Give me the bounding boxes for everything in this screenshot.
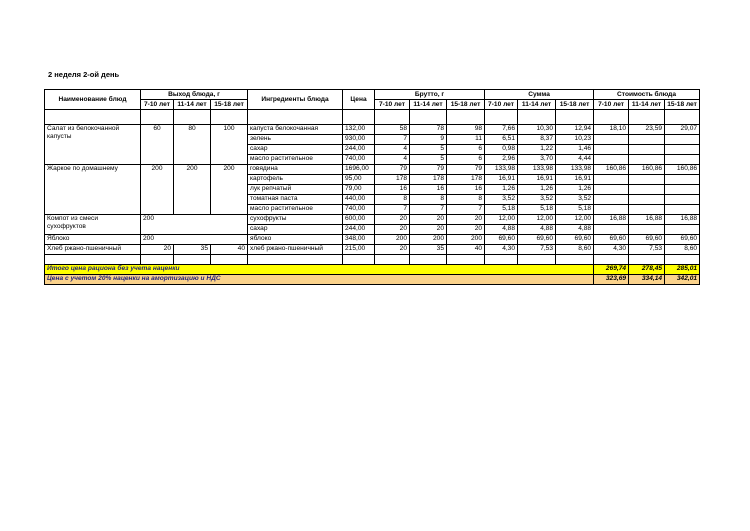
dish-name: Яблоко — [45, 235, 141, 245]
empty-cell — [343, 255, 375, 265]
page-title: 2 неделя 2-ой день — [48, 70, 120, 79]
yield-value: 35 — [174, 245, 211, 255]
brutto-value: 8 — [447, 195, 485, 205]
empty-cell — [629, 145, 665, 155]
empty-cell — [594, 155, 629, 165]
ingredient-name: сахар — [248, 225, 343, 235]
table-row — [45, 215, 700, 225]
empty-cell — [629, 175, 665, 185]
empty-cell — [45, 110, 141, 125]
yield-value: 200 — [141, 215, 248, 235]
brutto-value: 7 — [375, 135, 410, 145]
sum-value: 1,26 — [556, 185, 594, 195]
age-header: 11-14 лет — [174, 100, 211, 110]
header-row — [45, 90, 700, 100]
ingredient-price: 740,00 — [343, 205, 375, 215]
sum-value: 0,98 — [485, 145, 518, 155]
empty-cell — [248, 255, 343, 265]
sum-value: 1,22 — [518, 145, 556, 155]
empty-cell — [629, 255, 665, 265]
sum-value: 133,98 — [518, 165, 556, 175]
yield-value: 100 — [211, 125, 248, 165]
table-row — [45, 245, 700, 255]
age-header: 11-14 лет — [629, 100, 665, 110]
empty-cell — [629, 135, 665, 145]
sum-value: 4,88 — [518, 225, 556, 235]
sum-value: 69,60 — [556, 235, 594, 245]
brutto-value: 178 — [410, 175, 447, 185]
sum-value: 4,88 — [556, 225, 594, 235]
empty-cell — [518, 255, 556, 265]
brutto-value: 7 — [447, 205, 485, 215]
empty-cell — [629, 195, 665, 205]
brutto-value: 8 — [410, 195, 447, 205]
empty-cell — [594, 175, 629, 185]
sum-value: 69,60 — [518, 235, 556, 245]
empty-cell — [211, 110, 248, 125]
age-header: 15-18 лет — [211, 100, 248, 110]
table-row — [45, 165, 700, 175]
yield-value: 60 — [141, 125, 174, 165]
empty-cell — [447, 110, 485, 125]
dish-cost: 160,86 — [594, 165, 629, 175]
dish-name: Жаркое по домашнему — [45, 165, 141, 215]
spacer-row — [45, 110, 700, 125]
sum-value: 12,94 — [556, 125, 594, 135]
brutto-value: 98 — [447, 125, 485, 135]
ingredient-name: сухофрукты — [248, 215, 343, 225]
age-header: 11-14 лет — [518, 100, 556, 110]
sum-value: 16,91 — [556, 175, 594, 185]
sum-value: 7,53 — [518, 245, 556, 255]
empty-cell — [248, 110, 343, 125]
empty-cell — [447, 255, 485, 265]
dish-cost: 69,60 — [594, 235, 629, 245]
ingredient-name: масло растительное — [248, 205, 343, 215]
yield-value: 200 — [211, 165, 248, 215]
ingredient-price: 244,00 — [343, 225, 375, 235]
sum-value: 5,18 — [518, 205, 556, 215]
brutto-value: 20 — [447, 225, 485, 235]
total-value: 269,74 — [594, 265, 629, 275]
total-no-markup-row — [45, 265, 700, 275]
empty-cell — [665, 185, 700, 195]
age-header: 7-10 лет — [594, 100, 629, 110]
ingredient-price: 215,00 — [343, 245, 375, 255]
sum-value: 3,52 — [485, 195, 518, 205]
table-row — [45, 125, 700, 135]
empty-cell — [174, 255, 211, 265]
sum-value: 12,00 — [485, 215, 518, 225]
empty-cell — [665, 205, 700, 215]
sum-value: 8,60 — [556, 245, 594, 255]
total-value: 323,69 — [594, 275, 629, 285]
dish-cost: 18,10 — [594, 125, 629, 135]
empty-cell — [594, 255, 629, 265]
empty-cell — [518, 110, 556, 125]
brutto-value: 20 — [447, 215, 485, 225]
brutto-value: 20 — [375, 215, 410, 225]
empty-cell — [665, 175, 700, 185]
ingredient-price: 740,00 — [343, 155, 375, 165]
col-price-header: Цена — [343, 90, 375, 110]
yield-value: 200 — [174, 165, 211, 215]
empty-cell — [629, 205, 665, 215]
brutto-value: 20 — [375, 245, 410, 255]
age-header: 7-10 лет — [141, 100, 174, 110]
total-label: Итого цена рациона без учета наценки — [45, 265, 594, 275]
yield-value: 200 — [141, 165, 174, 215]
table-row — [45, 235, 700, 245]
total-value: 278,45 — [629, 265, 665, 275]
col-sum-header: Сумма — [485, 90, 594, 100]
brutto-value: 7 — [375, 205, 410, 215]
brutto-value: 58 — [375, 125, 410, 135]
brutto-value: 4 — [375, 145, 410, 155]
brutto-value: 9 — [410, 135, 447, 145]
ingredient-price: 930,00 — [343, 135, 375, 145]
age-header: 15-18 лет — [447, 100, 485, 110]
brutto-value: 7 — [410, 205, 447, 215]
ingredient-price: 348,00 — [343, 235, 375, 245]
empty-cell — [594, 225, 629, 235]
ingredient-price: 440,00 — [343, 195, 375, 205]
sum-value: 69,60 — [485, 235, 518, 245]
dish-cost: 8,60 — [665, 245, 700, 255]
brutto-value: 5 — [410, 145, 447, 155]
sum-value: 5,18 — [485, 205, 518, 215]
sum-value: 1,26 — [518, 185, 556, 195]
ingredient-price: 1696,00 — [343, 165, 375, 175]
empty-cell — [141, 255, 174, 265]
brutto-value: 11 — [447, 135, 485, 145]
ingredient-name: сахар — [248, 145, 343, 155]
empty-cell — [556, 255, 594, 265]
total-value: 285,01 — [665, 265, 700, 275]
empty-cell — [665, 135, 700, 145]
ingredient-name: масло растительное — [248, 155, 343, 165]
ingredient-name: картофель — [248, 175, 343, 185]
yield-value: 40 — [211, 245, 248, 255]
sum-value: 3,70 — [518, 155, 556, 165]
ingredient-price: 132,00 — [343, 125, 375, 135]
brutto-value: 78 — [410, 125, 447, 135]
empty-cell — [629, 225, 665, 235]
brutto-value: 16 — [447, 185, 485, 195]
brutto-value: 35 — [410, 245, 447, 255]
dish-cost: 7,53 — [629, 245, 665, 255]
sum-value: 16,91 — [485, 175, 518, 185]
sum-value: 4,30 — [485, 245, 518, 255]
dish-name: Компот из смеси сухофруктов — [45, 215, 141, 235]
empty-cell — [45, 255, 141, 265]
empty-cell — [665, 110, 700, 125]
ingredient-name: зелень — [248, 135, 343, 145]
brutto-value: 200 — [375, 235, 410, 245]
empty-cell — [485, 110, 518, 125]
brutto-value: 16 — [375, 185, 410, 195]
brutto-value: 79 — [410, 165, 447, 175]
ingredient-name: капуста белокочанная — [248, 125, 343, 135]
dish-cost: 69,60 — [629, 235, 665, 245]
ingredient-name: хлеб ржано-пшеничный — [248, 245, 343, 255]
empty-cell — [141, 110, 174, 125]
sum-value: 1,46 — [556, 145, 594, 155]
ingredient-name: томатная паста — [248, 195, 343, 205]
total-value: 334,14 — [629, 275, 665, 285]
ingredient-name: лук репчатый — [248, 185, 343, 195]
sum-value: 5,18 — [556, 205, 594, 215]
brutto-value: 4 — [375, 155, 410, 165]
sum-value: 3,52 — [556, 195, 594, 205]
sum-value: 10,23 — [556, 135, 594, 145]
brutto-value: 200 — [410, 235, 447, 245]
sum-value: 1,26 — [485, 185, 518, 195]
brutto-value: 5 — [410, 155, 447, 165]
sum-value: 2,96 — [485, 155, 518, 165]
yield-value: 20 — [141, 245, 174, 255]
empty-cell — [375, 255, 410, 265]
empty-cell — [375, 110, 410, 125]
menu-cost-table — [44, 89, 700, 285]
empty-cell — [665, 225, 700, 235]
age-header: 15-18 лет — [665, 100, 700, 110]
sum-value: 133,98 — [556, 165, 594, 175]
brutto-value: 178 — [447, 175, 485, 185]
total-label: Цена с учетом 20% наценки на амортизацию и НДС — [45, 275, 594, 285]
empty-cell — [485, 255, 518, 265]
brutto-value: 16 — [410, 185, 447, 195]
dish-cost: 4,30 — [594, 245, 629, 255]
empty-cell — [556, 110, 594, 125]
brutto-value: 20 — [410, 225, 447, 235]
col-dish-header: Наименование блюд — [45, 90, 141, 110]
sum-value: 12,00 — [556, 215, 594, 225]
dish-cost: 16,88 — [594, 215, 629, 225]
total-with-markup-row — [45, 275, 700, 285]
empty-cell — [594, 195, 629, 205]
ingredient-price: 600,00 — [343, 215, 375, 225]
brutto-value: 6 — [447, 155, 485, 165]
empty-cell — [629, 110, 665, 125]
empty-cell — [594, 135, 629, 145]
sum-value: 7,66 — [485, 125, 518, 135]
sum-value: 3,52 — [518, 195, 556, 205]
sum-value: 16,91 — [518, 175, 556, 185]
dish-cost: 16,88 — [665, 215, 700, 225]
empty-cell — [665, 155, 700, 165]
empty-cell — [665, 255, 700, 265]
ingredient-price: 95,00 — [343, 175, 375, 185]
total-value: 342,01 — [665, 275, 700, 285]
empty-cell — [174, 110, 211, 125]
sum-value: 4,88 — [485, 225, 518, 235]
sum-value: 4,44 — [556, 155, 594, 165]
brutto-value: 20 — [410, 215, 447, 225]
ingredient-name: говядина — [248, 165, 343, 175]
sum-value: 10,30 — [518, 125, 556, 135]
dish-name: Хлеб ржано-пшеничный — [45, 245, 141, 255]
empty-cell — [665, 145, 700, 155]
brutto-value: 79 — [447, 165, 485, 175]
dish-cost: 23,59 — [629, 125, 665, 135]
sum-value: 8,37 — [518, 135, 556, 145]
sum-value: 6,51 — [485, 135, 518, 145]
empty-cell — [594, 145, 629, 155]
empty-cell — [343, 110, 375, 125]
age-header: 11-14 лет — [410, 100, 447, 110]
brutto-value: 6 — [447, 145, 485, 155]
brutto-value: 79 — [375, 165, 410, 175]
sum-value: 133,98 — [485, 165, 518, 175]
dish-cost: 69,60 — [665, 235, 700, 245]
empty-cell — [665, 195, 700, 205]
ingredient-price: 79,00 — [343, 185, 375, 195]
empty-cell — [594, 185, 629, 195]
dish-cost: 16,88 — [629, 215, 665, 225]
empty-cell — [211, 255, 248, 265]
empty-cell — [629, 155, 665, 165]
col-brutto-header: Брутто, г — [375, 90, 485, 100]
empty-cell — [629, 185, 665, 195]
yield-value: 80 — [174, 125, 211, 165]
age-header: 7-10 лет — [375, 100, 410, 110]
brutto-value: 178 — [375, 175, 410, 185]
sum-value: 12,00 — [518, 215, 556, 225]
col-yield-header: Выход блюда, г — [141, 90, 248, 100]
age-header: 7-10 лет — [485, 100, 518, 110]
dish-cost: 160,86 — [629, 165, 665, 175]
ingredient-name: яблоко — [248, 235, 343, 245]
empty-cell — [594, 205, 629, 215]
brutto-value: 40 — [447, 245, 485, 255]
empty-cell — [410, 110, 447, 125]
dish-name: Салат из белокочанной капусты — [45, 125, 141, 165]
yield-value: 200 — [141, 235, 248, 245]
empty-cell — [410, 255, 447, 265]
empty-cell — [594, 110, 629, 125]
dish-cost: 29,07 — [665, 125, 700, 135]
col-ingredients-header: Ингредиенты блюда — [248, 90, 343, 110]
brutto-value: 20 — [375, 225, 410, 235]
dish-cost: 160,86 — [665, 165, 700, 175]
brutto-value: 200 — [447, 235, 485, 245]
age-header: 15-18 лет — [556, 100, 594, 110]
col-cost-header: Стоимость блюда — [594, 90, 700, 100]
brutto-value: 8 — [375, 195, 410, 205]
ingredient-price: 244,00 — [343, 145, 375, 155]
spacer-row — [45, 255, 700, 265]
